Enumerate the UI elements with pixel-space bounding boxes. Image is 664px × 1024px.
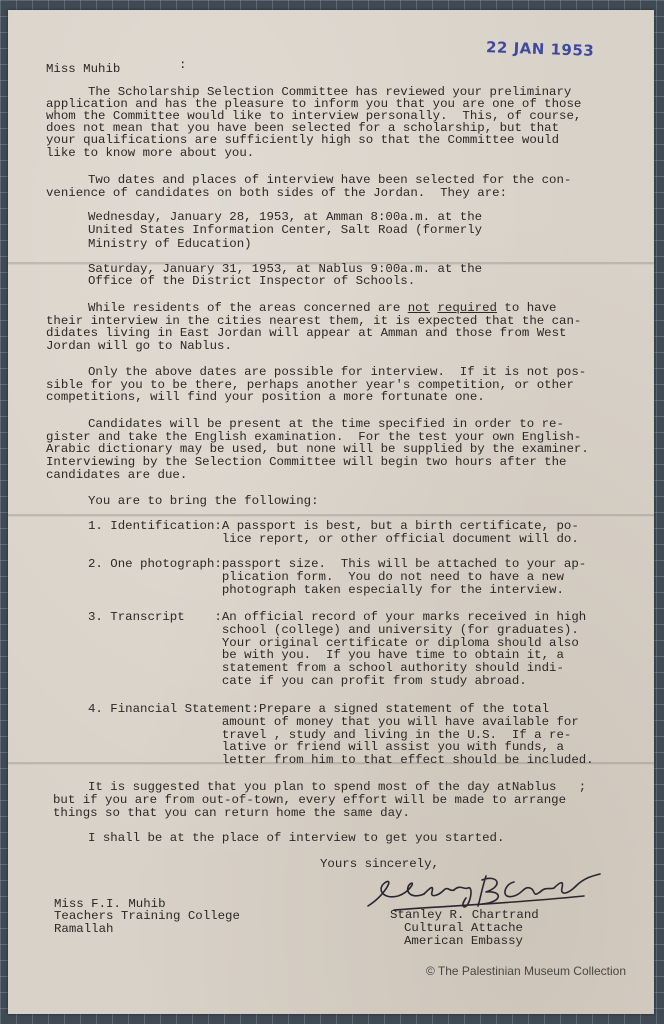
para5-line: Arabic dictionary may be used, but none will be supplied by the examiner. [46, 442, 589, 456]
salutation: Miss Muhib [46, 62, 121, 76]
para3-line: their interview in the cities nearest them, it is expected that the can- [46, 314, 582, 328]
date-stamp: 22 JAN 1953 [485, 38, 595, 60]
signature-image [364, 866, 604, 916]
item-identification-line: 1. Identification:A passport is best, but a birth certificate, po- [88, 519, 579, 533]
para1-line: application and has the pleasure to inform you that you are one of those [46, 97, 582, 111]
para1-line: does not mean that you have been selected for a scholarship, but that [46, 121, 560, 135]
para5-line: gister and take the English examination. For the test your own English- [46, 430, 582, 444]
sender-name: Stanley R. Chartrand [390, 908, 539, 922]
para2-line: Two dates and places of interview have been selected for the con- [88, 173, 572, 187]
item-transcript-line: be with you. If you have time to obtain it, a [88, 648, 564, 662]
item-identification-line: lice report, or other official document will do. [88, 532, 579, 546]
recipient-institution: Teachers Training College [54, 909, 240, 923]
item-photograph-line: photograph taken especially for the interview. [88, 583, 564, 597]
item-transcript-line: statement from a school authority should indi- [88, 661, 564, 675]
para2-line: venience of candidates on both sides of the Jordan. They are: [46, 186, 508, 200]
sender-title: Cultural Attache [404, 921, 523, 935]
para1-line: The Scholarship Selection Committee has reviewed your preliminary [88, 85, 572, 99]
para3-line: didates living in East Jordan will appear at Amman and those from West [46, 326, 567, 340]
para3-line: Jordan will go to Nablus. [46, 339, 232, 353]
para4-line: Only the above dates are possible for interview. If it is not pos- [88, 365, 587, 379]
letter-page [8, 10, 654, 1014]
para6-line: It is suggested that you plan to spend most of the day atNablus ; [88, 780, 587, 794]
closing: Yours sincerely, [320, 857, 439, 871]
interview-amman-line: Wednesday, January 28, 1953, at Amman 8:00a.m. at the [88, 210, 483, 224]
item-transcript-line: Your original certificate or diploma should also [88, 636, 579, 650]
salutation-colon: : [179, 58, 187, 72]
para1-line: whom the Committee would like to interview personally. This, of course, [46, 109, 582, 123]
para5-line: candidates are due. [46, 468, 188, 482]
para1-line: your qualifications are sufficiently high so that the Committee would [46, 133, 560, 147]
item-financial-line: lative or friend will assist you with funds, a [88, 740, 564, 754]
bring-intro: You are to bring the following: [88, 494, 319, 508]
item-photograph-line: 2. One photograph:passport size. This will be attached to your ap- [88, 557, 587, 571]
para5-line: Candidates will be present at the time specified in order to re- [88, 417, 564, 431]
para3-line: While residents of the areas concerned are not required to have [88, 301, 557, 315]
item-photograph-line: plication form. You do not need to have a new [88, 570, 564, 584]
interview-amman-line: Ministry of Education) [88, 237, 252, 251]
recipient-name: Miss F.I. Muhib [54, 897, 166, 911]
para7: I shall be at the place of interview to get you started. [88, 831, 505, 845]
fold-crease [8, 514, 654, 517]
item-transcript-line: 3. Transcript :An official record of your marks received in high [88, 610, 587, 624]
sender-organization: American Embassy [404, 934, 523, 948]
interview-amman-line: United States Information Center, Salt Road (formerly [88, 223, 483, 237]
recipient-city: Ramallah [54, 922, 114, 936]
item-financial-line: amount of money that you will have available for [88, 715, 579, 729]
item-financial-line: travel , study and living in the U.S. If a re- [88, 728, 572, 742]
para6-line: but if you are from out-of-town, every effort will be made to arrange [53, 793, 567, 807]
interview-nablus-line: Office of the District Inspector of Schools. [88, 274, 416, 288]
copyright-watermark: © The Palestinian Museum Collection [425, 964, 626, 978]
not-underlined: not [407, 301, 431, 315]
item-transcript-line: cate if you can profit from study abroad. [88, 674, 527, 688]
item-financial-line: letter from him to that effect should be included. [88, 753, 594, 767]
para6-line: things so that you can return home the same day. [53, 806, 410, 820]
required-underlined: required [437, 301, 497, 315]
para4-line: sible for you to be there, perhaps another year's competition, or other [46, 378, 574, 392]
item-transcript-line: school (college) and university (for graduates). [88, 623, 579, 637]
interview-nablus-line: Saturday, January 31, 1953, at Nablus 9:00a.m. at the [88, 262, 483, 276]
para1-line: like to know more about you. [46, 146, 255, 160]
para4-line: competitions, will find your position a more fortunate one. [46, 390, 485, 404]
para5-line: Interviewing by the Selection Committee will begin two hours after the [46, 455, 567, 469]
item-financial-line: 4. Financial Statement:Prepare a signed statement of the total [88, 702, 550, 716]
